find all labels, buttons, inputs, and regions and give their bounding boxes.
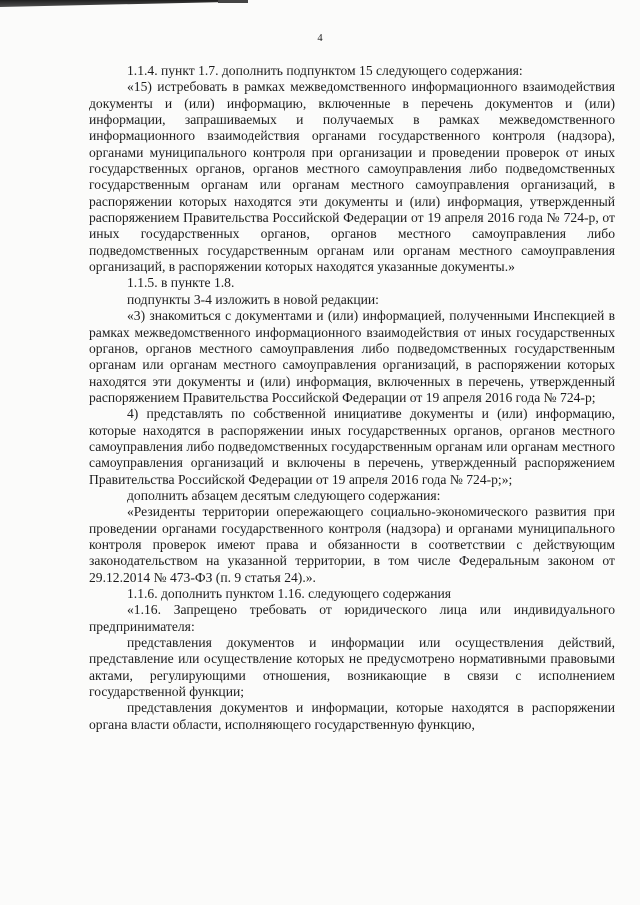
paragraph-add-tenth-intro: дополнить абзацем десятым следующего содержания:	[127, 487, 441, 503]
paragraph-subitem-4: 4) представлять по собственной инициативе документы и (или) информацию, которые находятся в распоряжении иных государственных органов, органов местного самоуправления либо подведомственных государственным органам или органам местного самоуправления организаций и включены в перечень, утвержденный распоряжением Правительства Российской Федерации от 19 апреля 2016 года № 724-р;»;	[89, 406, 615, 487]
paragraph-prohibition-1: представления документов и информации или осуществления действий, представление или осуществление которых не предусмотрено нормативными правовыми актами, регулирующими отношения, возникающие в связи с исполнением государственной функции;	[89, 635, 615, 700]
paragraph-1-1-6: 1.1.6. дополнить пунктом 1.16. следующего содержания	[127, 586, 452, 601]
paragraph-subitem-15: «15) истребовать в рамках межведомственного информационного взаимодействия документы и (или) информацию, включенные в перечень документов и (или) информации, запрашиваемых и получаемых в рамках межведомственного информационного взаимодействия органами государственного контроля (надзора), органами муниципального контроля при организации и проведении проверок от иных государственных органов, органов местного самоуправления либо подведомственных государственным органам или органам местного самоуправления организаций, в распоряжении которых находятся эти документы и (или) информация, утвержденный распоряжением Правительства Российской Федерации от 19 апреля 2016 года № 724-р, от иных государственных органов, органов местного самоуправления либо подведомственных государственным органам или органам местного самоуправления организаций, в распоряжении которых находятся указанные документы.»	[89, 79, 615, 275]
paragraph-1-1-5: 1.1.5. в пункте 1.8.	[127, 275, 235, 291]
paragraph-subitem-3: «3) знакомиться с документами и (или) информацией, полученными Инспекцией в рамках межведомственного информационного взаимодействия от иных государственных органов, органов местного самоуправления либо подведомственных государственным органам или органам местного самоуправления организаций, в распоряжении которых находятся эти документы и (или) информация, включенных в перечень, утвержденный распоряжением Правительства Российской Федерации от 19 апреля 2016 года № 724-р;	[89, 308, 615, 405]
paragraph-1-1-4: 1.1.4. пункт 1.7. дополнить подпунктом 15 следующего содержания:	[127, 63, 523, 78]
top-edge-mark-secondary	[218, 0, 248, 3]
paragraph-1-16: «1.16. Запрещено требовать от юридического лица или индивидуального предпринимателя:	[89, 602, 615, 634]
paragraph-prohibition-2: представления документов и информации, которые находятся в распоряжении органа власти области, исполняющего государственную функцию,	[89, 700, 615, 732]
page-number: 4	[317, 33, 323, 44]
paragraph-subitems-3-4-intro: подпункты 3-4 изложить в новой редакции:	[127, 291, 379, 307]
paragraph-residents: «Резиденты территории опережающего социально-экономического развития при проведении органами государственного контроля (надзора) и органами муниципального контроля проверок имеют права и обязанности в соответствии с действующим законодательством на указанной территории, в том числе Федеральным законом от 29.12.2014 № 473-ФЗ (п. 9 статья 24).».	[89, 504, 615, 585]
top-edge-mark	[0, 0, 222, 7]
document-body	[89, 63, 615, 733]
